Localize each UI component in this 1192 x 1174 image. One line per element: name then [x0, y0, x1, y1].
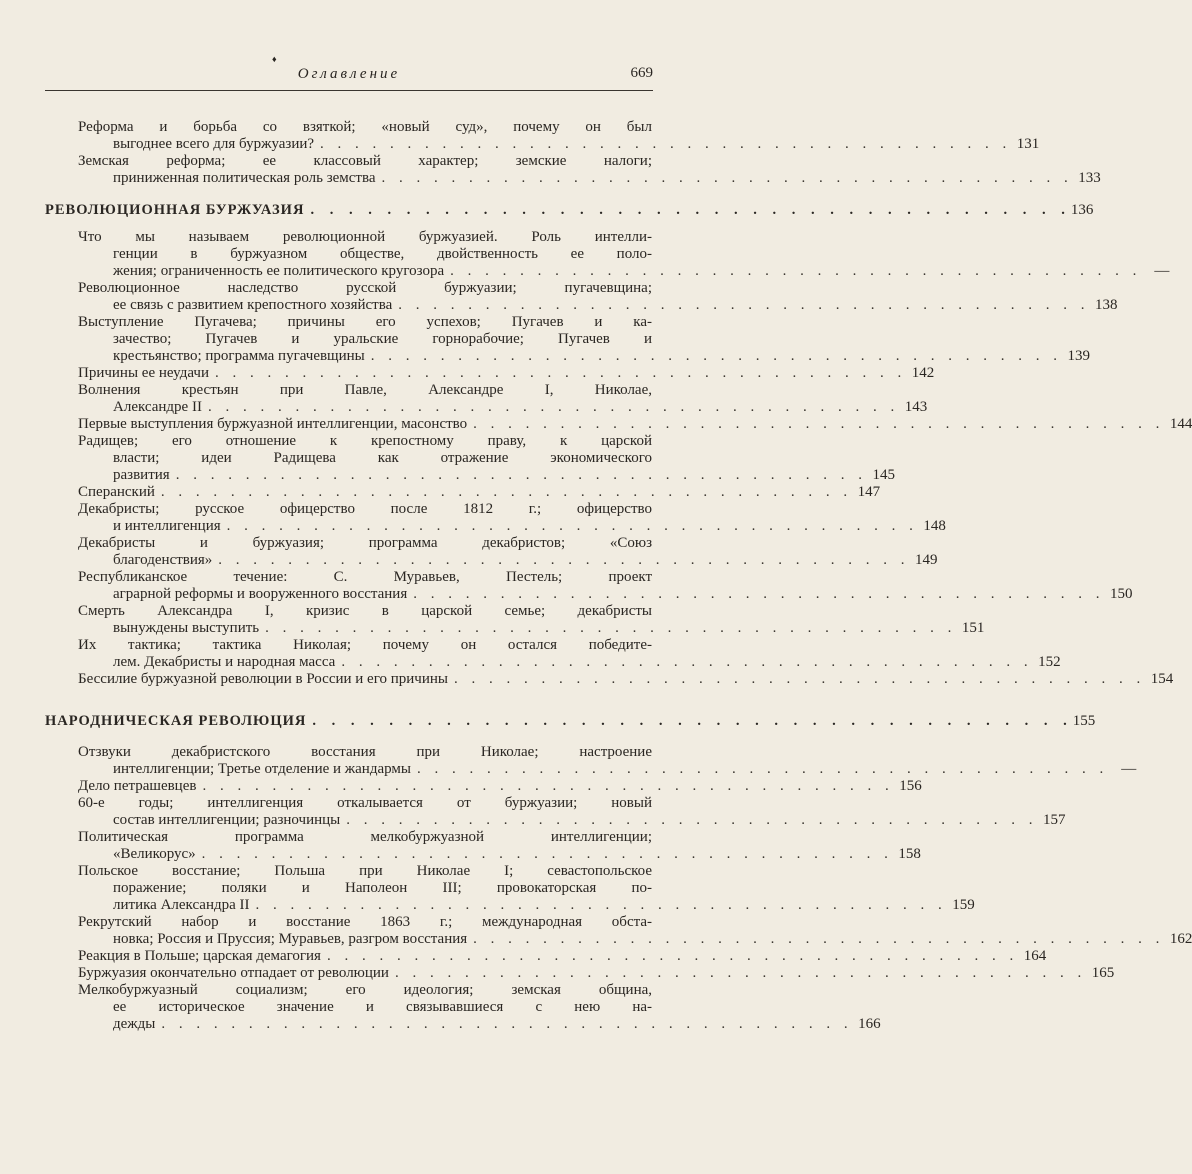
toc-entry-text: Причины ее неудачи — [78, 365, 209, 381]
toc-page-number: 151 — [961, 620, 985, 636]
toc-entry — [78, 603, 985, 637]
leader-dots: . . . . . . . . . . . . . . . . . . . . . . . . . . . . . . . . . . . . . . . . — [201, 846, 893, 862]
leader-dots: . . . . . . . . . . . . . . . . . . . . . . . . . . . . . . . . . . . . . . . . — [320, 136, 1012, 152]
toc-entry-line: Отзвуки декабристского восстания при Николае; настроение — [78, 744, 652, 760]
leader-dots: . . . . . . . . . . . . . . . . . . . . . . . . . . . . . . . . . . . . . . . . — [450, 263, 1142, 279]
toc-page-number: 159 — [952, 897, 975, 913]
toc-entry-line: Декабристы и буржуазия; программа декабристов; «Союз — [78, 535, 652, 551]
toc-entry-text: Бессилие буржуазной революции в России и его причины — [78, 671, 448, 687]
toc-entry-line: поражение; поляки и Наполеон III; провокаторская по- — [113, 880, 652, 896]
toc-entry-last-line — [78, 778, 922, 795]
toc-page-number: 150 — [1109, 586, 1133, 602]
toc-entry-text: литика Александра II — [113, 897, 250, 913]
toc-entry-text: развития — [113, 467, 170, 483]
toc-entry-last-line — [78, 586, 1133, 603]
toc-page-number: 142 — [911, 365, 935, 381]
toc-entry-line: зачество; Пугачев и уральские горнорабочие; Пугачев и — [113, 331, 652, 347]
toc-entry-text: состав интеллигенции; разночинцы — [113, 812, 341, 828]
toc-entry-last-line — [78, 297, 1118, 314]
leader-dots: . . . . . . . . . . . . . . . . . . . . . . . . . . . . . . . . . . . . . . . . — [312, 713, 1073, 729]
toc-entry — [78, 569, 1133, 603]
toc-entry — [78, 914, 1192, 948]
toc-entry — [78, 795, 1066, 829]
toc-page-number: 162 — [1169, 931, 1192, 947]
toc-entry-last-line — [78, 484, 881, 501]
toc-entry-last-line — [78, 263, 1170, 280]
section-heading — [45, 202, 1094, 219]
toc-page-number: 164 — [1023, 948, 1047, 964]
toc-entry-text: благоденствия» — [113, 552, 213, 568]
toc-page-number: — — [1154, 263, 1170, 279]
toc-entry-line: 60-е годы; интеллигенция откалывается от буржуазии; новый — [78, 795, 652, 811]
toc-entry-text: жения; ограниченность ее политического кругозора — [113, 263, 445, 279]
toc-entry-text: Реакция в Польше; царская демагогия — [78, 948, 321, 964]
toc-page-number: 143 — [904, 399, 928, 415]
toc-entry-line: Радищев; его отношение к крепостному праву, к царской — [78, 433, 652, 449]
toc-entry-last-line — [78, 620, 985, 637]
toc-entry-text: лем. Декабристы и народная масса — [113, 654, 336, 670]
toc-page-number: 144 — [1169, 416, 1192, 432]
toc-page-number: 131 — [1016, 136, 1040, 152]
toc-entry-text: аграрной реформы и вооруженного восстания — [113, 586, 408, 602]
toc-entry-text: Сперанский — [78, 484, 155, 500]
leader-dots: . . . . . . . . . . . . . . . . . . . . . . . . . . . . . . . . . . . . . . . . — [207, 399, 900, 415]
toc-page-number: 152 — [1038, 654, 1061, 670]
toc-entry — [78, 416, 1192, 433]
leader-dots: . . . . . . . . . . . . . . . . . . . . . . . . . . . . . . . . . . . . . . . . — [398, 297, 1090, 313]
leader-dots: . . . . . . . . . . . . . . . . . . . . . . . . . . . . . . . . . . . . . . . . — [161, 1016, 853, 1032]
toc-entry-line: Революционное наследство русской буржуазии; пугачевщина; — [78, 280, 652, 296]
page-number: 669 — [630, 65, 653, 81]
toc-entry-line: Земская реформа; ее классовый характер; земские налоги; — [78, 153, 652, 169]
toc-entry-last-line — [78, 965, 1115, 982]
leader-dots: . . . . . . . . . . . . . . . . . . . . . . . . . . . . . . . . . . . . . . . . — [214, 365, 907, 381]
print-mark-icon: ♦ — [272, 54, 277, 64]
toc-entry-line: Волнения крестьян при Павле, Александре I, Николае, — [78, 382, 652, 398]
toc-page-number: 148 — [923, 518, 946, 534]
toc-entry-line: Выступление Пугачева; причины его успехов; Пугачев и ка- — [78, 314, 652, 330]
toc-page-number: 149 — [915, 552, 938, 568]
toc-entry-text: дежды — [113, 1016, 156, 1032]
toc-entry-text: Первые выступления буржуазной интеллигенции, масонство — [78, 416, 468, 432]
toc-entry — [78, 637, 1061, 671]
toc-page-number: 158 — [898, 846, 921, 862]
toc-page-number: 147 — [857, 484, 881, 500]
toc-page-number: — — [1121, 761, 1137, 777]
toc-entry-text: приниженная политическая роль земства — [113, 170, 376, 186]
leader-dots: . . . . . . . . . . . . . . . . . . . . . . . . . . . . . . . . . . . . . . . . — [218, 552, 910, 568]
toc-entry — [78, 829, 921, 863]
section-page-number: 155 — [1072, 713, 1096, 729]
leader-dots: . . . . . . . . . . . . . . . . . . . . . . . . . . . . . . . . . . . . . . . . — [226, 518, 918, 534]
toc-entry-last-line — [78, 897, 975, 914]
toc-entry-line: генции в буржуазном обществе, двойственность ее поло- — [113, 246, 652, 262]
leader-dots: . . . . . . . . . . . . . . . . . . . . . . . . . . . . . . . . . . . . . . . . — [346, 812, 1038, 828]
toc-entry-last-line — [78, 931, 1192, 948]
toc-entry-line: Смерть Александра I, кризис в царской семье; декабристы — [78, 603, 652, 619]
toc-entry-last-line — [78, 136, 1040, 153]
leader-dots: . . . . . . . . . . . . . . . . . . . . . . . . . . . . . . . . . . . . . . . . — [473, 416, 1165, 432]
toc-page-number: 154 — [1150, 671, 1174, 687]
toc-entry-line: ее историческое значение и связывавшиеся с нею на- — [113, 999, 652, 1015]
leader-dots: . . . . . . . . . . . . . . . . . . . . . . . . . . . . . . . . . . . . . . . . — [265, 620, 957, 636]
leader-dots: . . . . . . . . . . . . . . . . . . . . . . . . . . . . . . . . . . . . . . . . — [255, 897, 947, 913]
toc-entry — [78, 280, 1118, 314]
toc-entry-last-line — [78, 170, 1101, 187]
toc-entry-last-line — [78, 416, 1192, 433]
toc-entry-last-line — [78, 552, 938, 569]
toc-entry-text: крестьянство; программа пугачевщины — [113, 348, 365, 364]
toc-entry-line: Реформа и борьба со взяткой; «новый суд», почему он был — [78, 119, 652, 135]
toc-entry-last-line — [78, 518, 946, 535]
toc-entry — [78, 535, 938, 569]
toc-page-number: 139 — [1067, 348, 1090, 364]
toc-entry-last-line — [78, 654, 1061, 671]
leader-dots: . . . . . . . . . . . . . . . . . . . . . . . . . . . . . . . . . . . . . . . . — [175, 467, 867, 483]
leader-dots: . . . . . . . . . . . . . . . . . . . . . . . . . . . . . . . . . . . . . . . . — [453, 671, 1146, 687]
toc-entry-text: «Великорус» — [113, 846, 196, 862]
toc-entry — [78, 119, 1040, 153]
toc-entry — [78, 153, 1101, 187]
toc-entry — [78, 982, 881, 1033]
toc-entry-text: Дело петрашевцев — [78, 778, 197, 794]
toc-page-number: 145 — [872, 467, 895, 483]
leader-dots: . . . . . . . . . . . . . . . . . . . . . . . . . . . . . . . . . . . . . . . . — [416, 761, 1109, 777]
toc-entry-line: Республиканское течение: С. Муравьев, Пестель; проект — [78, 569, 652, 585]
section-title: РЕВОЛЮЦИОННАЯ БУРЖУАЗИЯ — [45, 202, 305, 218]
toc-entry-last-line — [78, 812, 1066, 829]
toc-entry-line: Рекрутский набор и восстание 1863 г.; международная обста- — [78, 914, 652, 930]
toc-entry-last-line — [78, 365, 935, 382]
toc-page-number: 165 — [1091, 965, 1115, 981]
toc-entry — [78, 744, 1137, 778]
toc-entry — [78, 778, 922, 795]
leader-dots: . . . . . . . . . . . . . . . . . . . . . . . . . . . . . . . . . . . . . . . . — [370, 348, 1062, 364]
toc-entry-last-line — [78, 948, 1047, 965]
leader-dots: . . . . . . . . . . . . . . . . . . . . . . . . . . . . . . . . . . . . . . . . — [473, 931, 1165, 947]
section-title: НАРОДНИЧЕСКАЯ РЕВОЛЮЦИЯ — [45, 713, 307, 729]
toc-page-number: 157 — [1043, 812, 1066, 828]
toc-entry-last-line — [78, 846, 921, 863]
toc-entry-text: вынуждены выступить — [113, 620, 260, 636]
toc-entry-last-line — [78, 467, 895, 484]
toc-entry-line: Польское восстание; Польша при Николае I; севастопольское — [78, 863, 652, 879]
toc-entry-last-line — [78, 399, 928, 416]
leader-dots: . . . . . . . . . . . . . . . . . . . . . . . . . . . . . . . . . . . . . . . . — [326, 948, 1019, 964]
toc-entry-line: Политическая программа мелкобуржуазной интеллигенции; — [78, 829, 652, 845]
toc-entry-line: Что мы называем революционной буржуазией. Роль интелли- — [78, 229, 652, 245]
toc-entry-line: Мелкобуржуазный социализм; его идеология; земская община, — [78, 982, 652, 998]
toc-entry-last-line — [78, 761, 1137, 778]
leader-dots: . . . . . . . . . . . . . . . . . . . . . . . . . . . . . . . . . . . . . . . . — [160, 484, 853, 500]
toc-entry-text: Буржуазия окончательно отпадает от революции — [78, 965, 389, 981]
section-page-number: 136 — [1070, 202, 1094, 218]
toc-entry-text: интеллигенции; Третье отделение и жандармы — [113, 761, 411, 777]
leader-dots: . . . . . . . . . . . . . . . . . . . . . . . . . . . . . . . . . . . . . . . . — [381, 170, 1073, 186]
toc-entry-text: и интеллигенция — [113, 518, 221, 534]
toc-entry — [78, 948, 1047, 965]
toc-entry-line: Декабристы; русское офицерство после 1812 г.; офицерство — [78, 501, 652, 517]
toc-page-number: 138 — [1095, 297, 1118, 313]
toc-entry-last-line — [78, 348, 1090, 365]
toc-page-number: 133 — [1078, 170, 1101, 186]
toc-entry — [78, 382, 928, 416]
toc-entry — [78, 501, 946, 535]
toc-entry-text: выгоднее всего для буржуазии? — [113, 136, 315, 152]
toc-entry — [78, 671, 1174, 688]
toc-entry-line: власти; идеи Радищева как отражение экономического — [113, 450, 652, 466]
running-title: Оглавление — [297, 66, 401, 82]
toc-entry — [78, 484, 881, 501]
toc-entry — [78, 314, 1090, 365]
toc-page-number: 156 — [899, 778, 922, 794]
toc-entry — [78, 965, 1115, 982]
leader-dots: . . . . . . . . . . . . . . . . . . . . . . . . . . . . . . . . . . . . . . . . — [202, 778, 894, 794]
leader-dots: . . . . . . . . . . . . . . . . . . . . . . . . . . . . . . . . . . . . . . . . — [413, 586, 1105, 602]
toc-entry — [78, 863, 975, 914]
toc-entry-last-line — [78, 671, 1174, 688]
toc-entry-text: ее связь с развитием крепостного хозяйства — [113, 297, 393, 313]
page-header — [45, 66, 653, 91]
toc-entry — [78, 433, 895, 484]
toc-entry-text: Александре II — [113, 399, 202, 415]
toc-page-number: 166 — [858, 1016, 881, 1032]
section-heading — [45, 713, 1096, 730]
leader-dots: . . . . . . . . . . . . . . . . . . . . . . . . . . . . . . . . . . . . . . . . — [341, 654, 1033, 670]
toc-entry-text: новка; Россия и Пруссия; Муравьев, разгром восстания — [113, 931, 468, 947]
leader-dots: . . . . . . . . . . . . . . . . . . . . . . . . . . . . . . . . . . . . . . . . — [310, 202, 1071, 218]
toc-entry-last-line — [78, 1016, 881, 1033]
leader-dots: . . . . . . . . . . . . . . . . . . . . . . . . . . . . . . . . . . . . . . . . — [394, 965, 1087, 981]
toc-entry — [78, 365, 935, 382]
toc-entry-line: Их тактика; тактика Николая; почему он остался победите- — [78, 637, 652, 653]
toc-entry — [78, 229, 1170, 280]
